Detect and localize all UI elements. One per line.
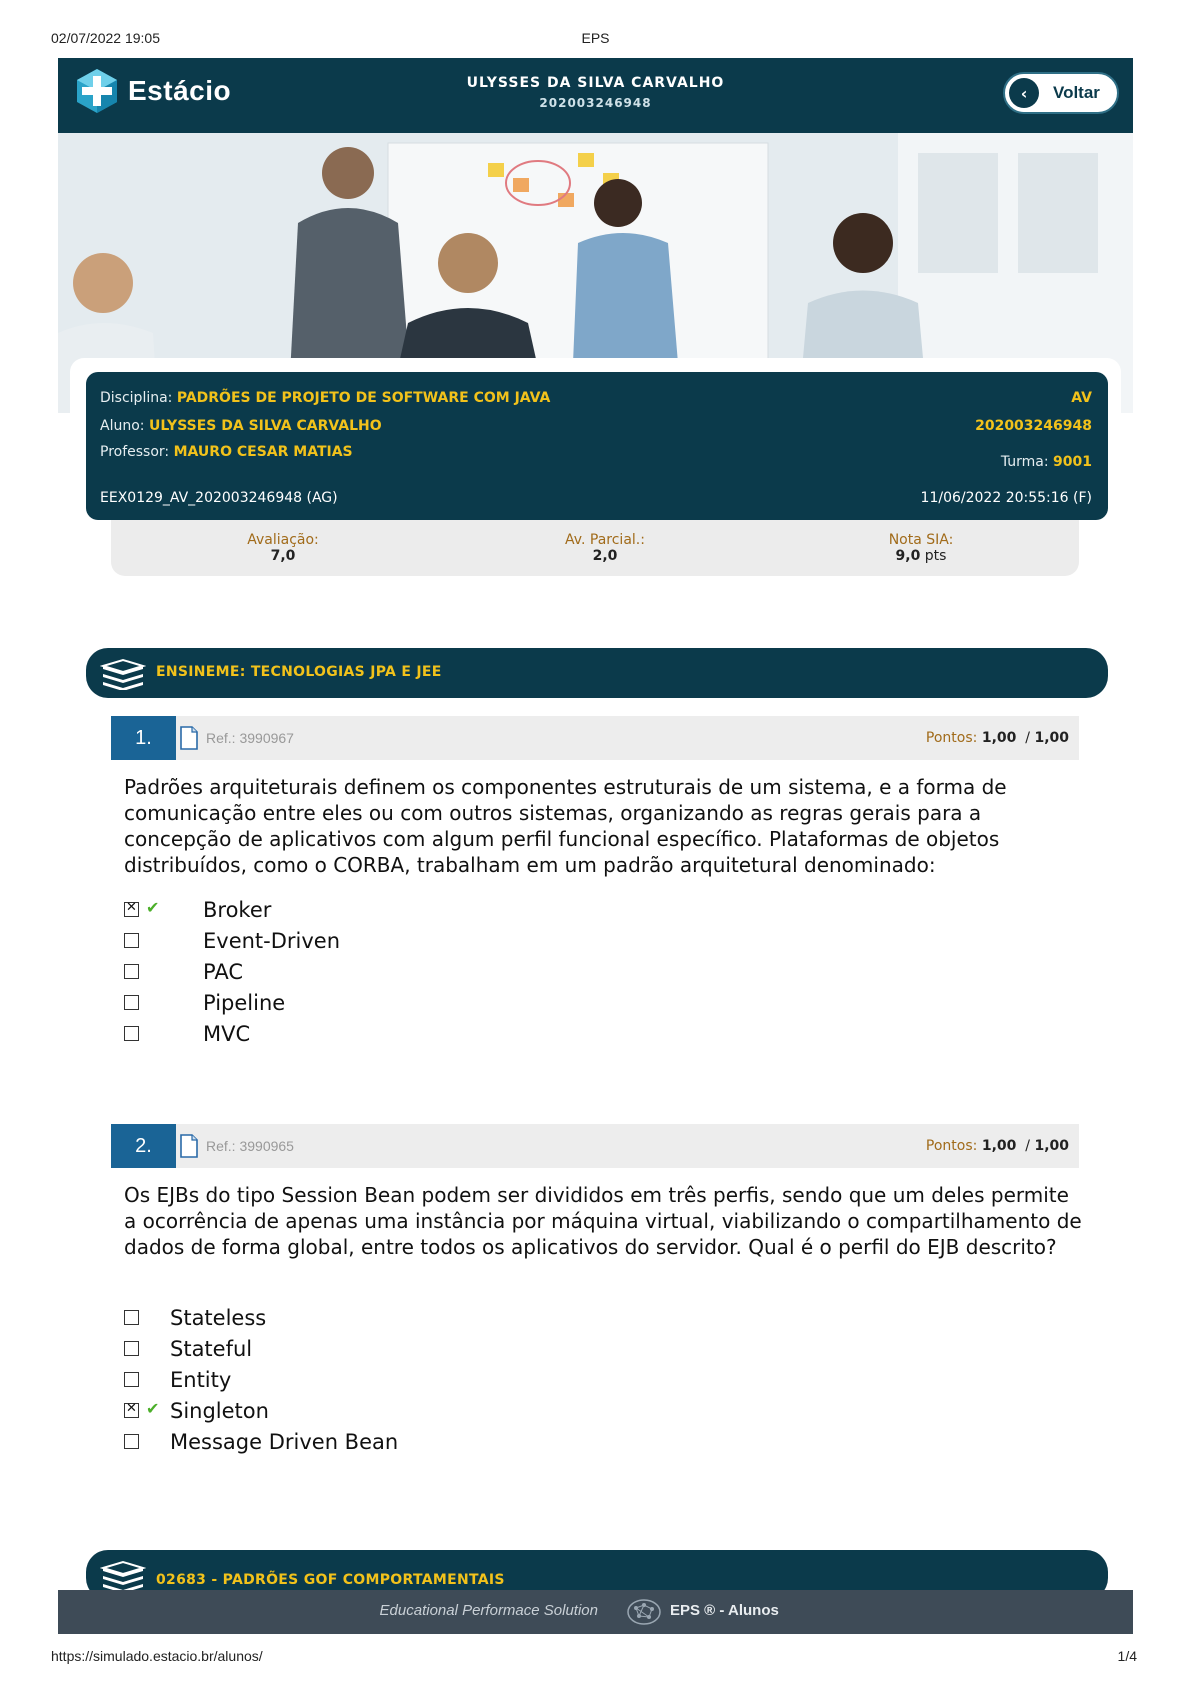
- print-title: EPS: [581, 30, 610, 46]
- aluno-row: [100, 418, 382, 434]
- option-label: PAC: [203, 960, 243, 984]
- print-datetime: 02/07/2022 19:05: [51, 30, 160, 46]
- logo-text: Estácio: [128, 75, 232, 106]
- points-max: 1,00: [1034, 1138, 1069, 1154]
- grade-sia-label: Nota SIA:: [888, 532, 954, 548]
- exam-type: AV: [1071, 390, 1092, 406]
- option-label: MVC: [203, 1022, 251, 1046]
- user-name: ULYSSES DA SILVA CARVALHO: [466, 75, 725, 91]
- books-icon: [100, 656, 146, 690]
- user-block: [58, 75, 1133, 110]
- points-label: Pontos:: [925, 1138, 978, 1154]
- document-icon: [179, 726, 199, 750]
- points-value: 1,00: [981, 730, 1017, 746]
- grade-parcial: [535, 532, 675, 564]
- back-button[interactable]: [1003, 72, 1119, 114]
- turma-value: 9001: [1053, 454, 1092, 470]
- correct-check-icon: ✔: [146, 1399, 160, 1418]
- exam-info-card: [86, 372, 1108, 520]
- option-checkbox[interactable]: [124, 933, 139, 948]
- points-separator: /: [1025, 730, 1030, 746]
- grade-sia-value: 9,0: [895, 548, 921, 564]
- option-label: Entity: [170, 1368, 232, 1392]
- turma-label: Turma:: [1000, 454, 1049, 470]
- top-bar: [58, 58, 1133, 133]
- print-page: 1/4: [1117, 1648, 1137, 1664]
- question-points: [926, 1138, 1069, 1154]
- question-number: 1.: [111, 716, 176, 760]
- option-label: Pipeline: [203, 991, 286, 1015]
- correct-check-icon: ✔: [146, 898, 160, 917]
- disciplina-value: PADRÕES DE PROJETO DE SOFTWARE COM JAVA: [176, 390, 551, 406]
- section-title: ENSINEME: TECNOLOGIAS JPA E JEE: [156, 664, 442, 680]
- disciplina-label: Disciplina:: [100, 390, 173, 406]
- aluno-value: ULYSSES DA SILVA CARVALHO: [148, 418, 382, 434]
- question-points: [926, 730, 1069, 746]
- professor-value: MAURO CESAR MATIAS: [173, 444, 353, 460]
- footer-brand: EPS ® - Alunos: [670, 1602, 779, 1619]
- option-label: Message Driven Bean: [170, 1430, 399, 1454]
- chevron-left-icon: ‹: [1009, 78, 1039, 108]
- option-label: Event-Driven: [203, 929, 341, 953]
- grade-sia-unit: pts: [924, 548, 947, 564]
- points-max: 1,00: [1034, 730, 1069, 746]
- option-checkbox-checked[interactable]: [124, 1403, 139, 1418]
- grade-avaliacao-label: Avaliação:: [247, 532, 319, 548]
- option-label: Broker: [203, 898, 272, 922]
- matricula-value: 202003246948: [975, 418, 1092, 434]
- professor-label: Professor:: [100, 444, 170, 460]
- option-checkbox[interactable]: [124, 1026, 139, 1041]
- user-id: 202003246948: [539, 96, 652, 110]
- grade-sia: [861, 532, 981, 564]
- question-text: Padrões arquiteturais definem os componentes estruturais de um sistema, e a forma de comunicação entre eles ou com outros sistemas, organizando as regras gerais para a concepção de aplicativos com algum perfil funcional específico. Plataformas de objetos distribuídos, como o CORBA, trabalham em um padrão arquitetural denominado:: [124, 775, 1007, 877]
- section-header: [86, 648, 1108, 698]
- aluno-label: Aluno:: [100, 418, 145, 434]
- footer-tagline: Educational Performace Solution: [379, 1602, 598, 1619]
- grades-panel: [111, 520, 1079, 576]
- question-ref: Ref.: 3990967: [206, 730, 294, 746]
- books-icon: [100, 1558, 146, 1592]
- grade-parcial-value: 2,0: [592, 548, 618, 564]
- option-checkbox[interactable]: [124, 1434, 139, 1449]
- option-checkbox[interactable]: [124, 995, 139, 1010]
- points-value: 1,00: [981, 1138, 1017, 1154]
- option-checkbox-checked[interactable]: [124, 902, 139, 917]
- question-header: [111, 716, 1079, 760]
- print-url: https://simulado.estacio.br/alunos/: [51, 1648, 263, 1664]
- option-label: Singleton: [170, 1399, 269, 1423]
- question-number: 2.: [111, 1124, 176, 1168]
- exam-code: EEX0129_AV_202003246948 (AG): [100, 490, 338, 506]
- question-header: [111, 1124, 1079, 1168]
- grade-parcial-label: Av. Parcial.:: [565, 532, 645, 548]
- points-separator: /: [1025, 1138, 1030, 1154]
- question-text: Os EJBs do tipo Session Bean podem ser divididos em três perfis, sendo que um deles permite a ocorrência de apenas uma instância por máquina virtual, viabilizando o compartilhamento de dados de forma global, entre todos os aplicativos do servidor. Qual é o perfil do EJB descrito?: [124, 1183, 1082, 1259]
- footer-bar: [58, 1590, 1133, 1634]
- document-icon: [179, 1134, 199, 1158]
- disciplina-row: [100, 390, 550, 406]
- turma-row: [1001, 454, 1092, 470]
- option-label: Stateful: [170, 1337, 253, 1361]
- question-ref: Ref.: 3990965: [206, 1138, 294, 1154]
- section-title: 02683 - PADRÕES GOF COMPORTAMENTAIS: [156, 1572, 505, 1588]
- back-button-label: Voltar: [1053, 83, 1100, 102]
- option-label: Stateless: [170, 1306, 267, 1330]
- exam-datetime: 11/06/2022 20:55:16 (F): [920, 490, 1092, 506]
- option-checkbox[interactable]: [124, 1341, 139, 1356]
- grade-avaliacao-value: 7,0: [270, 548, 296, 564]
- brain-network-icon: [626, 1598, 662, 1626]
- option-checkbox[interactable]: [124, 964, 139, 979]
- grade-avaliacao: [223, 532, 343, 564]
- option-checkbox[interactable]: [124, 1372, 139, 1387]
- option-checkbox[interactable]: [124, 1310, 139, 1325]
- points-label: Pontos:: [925, 730, 978, 746]
